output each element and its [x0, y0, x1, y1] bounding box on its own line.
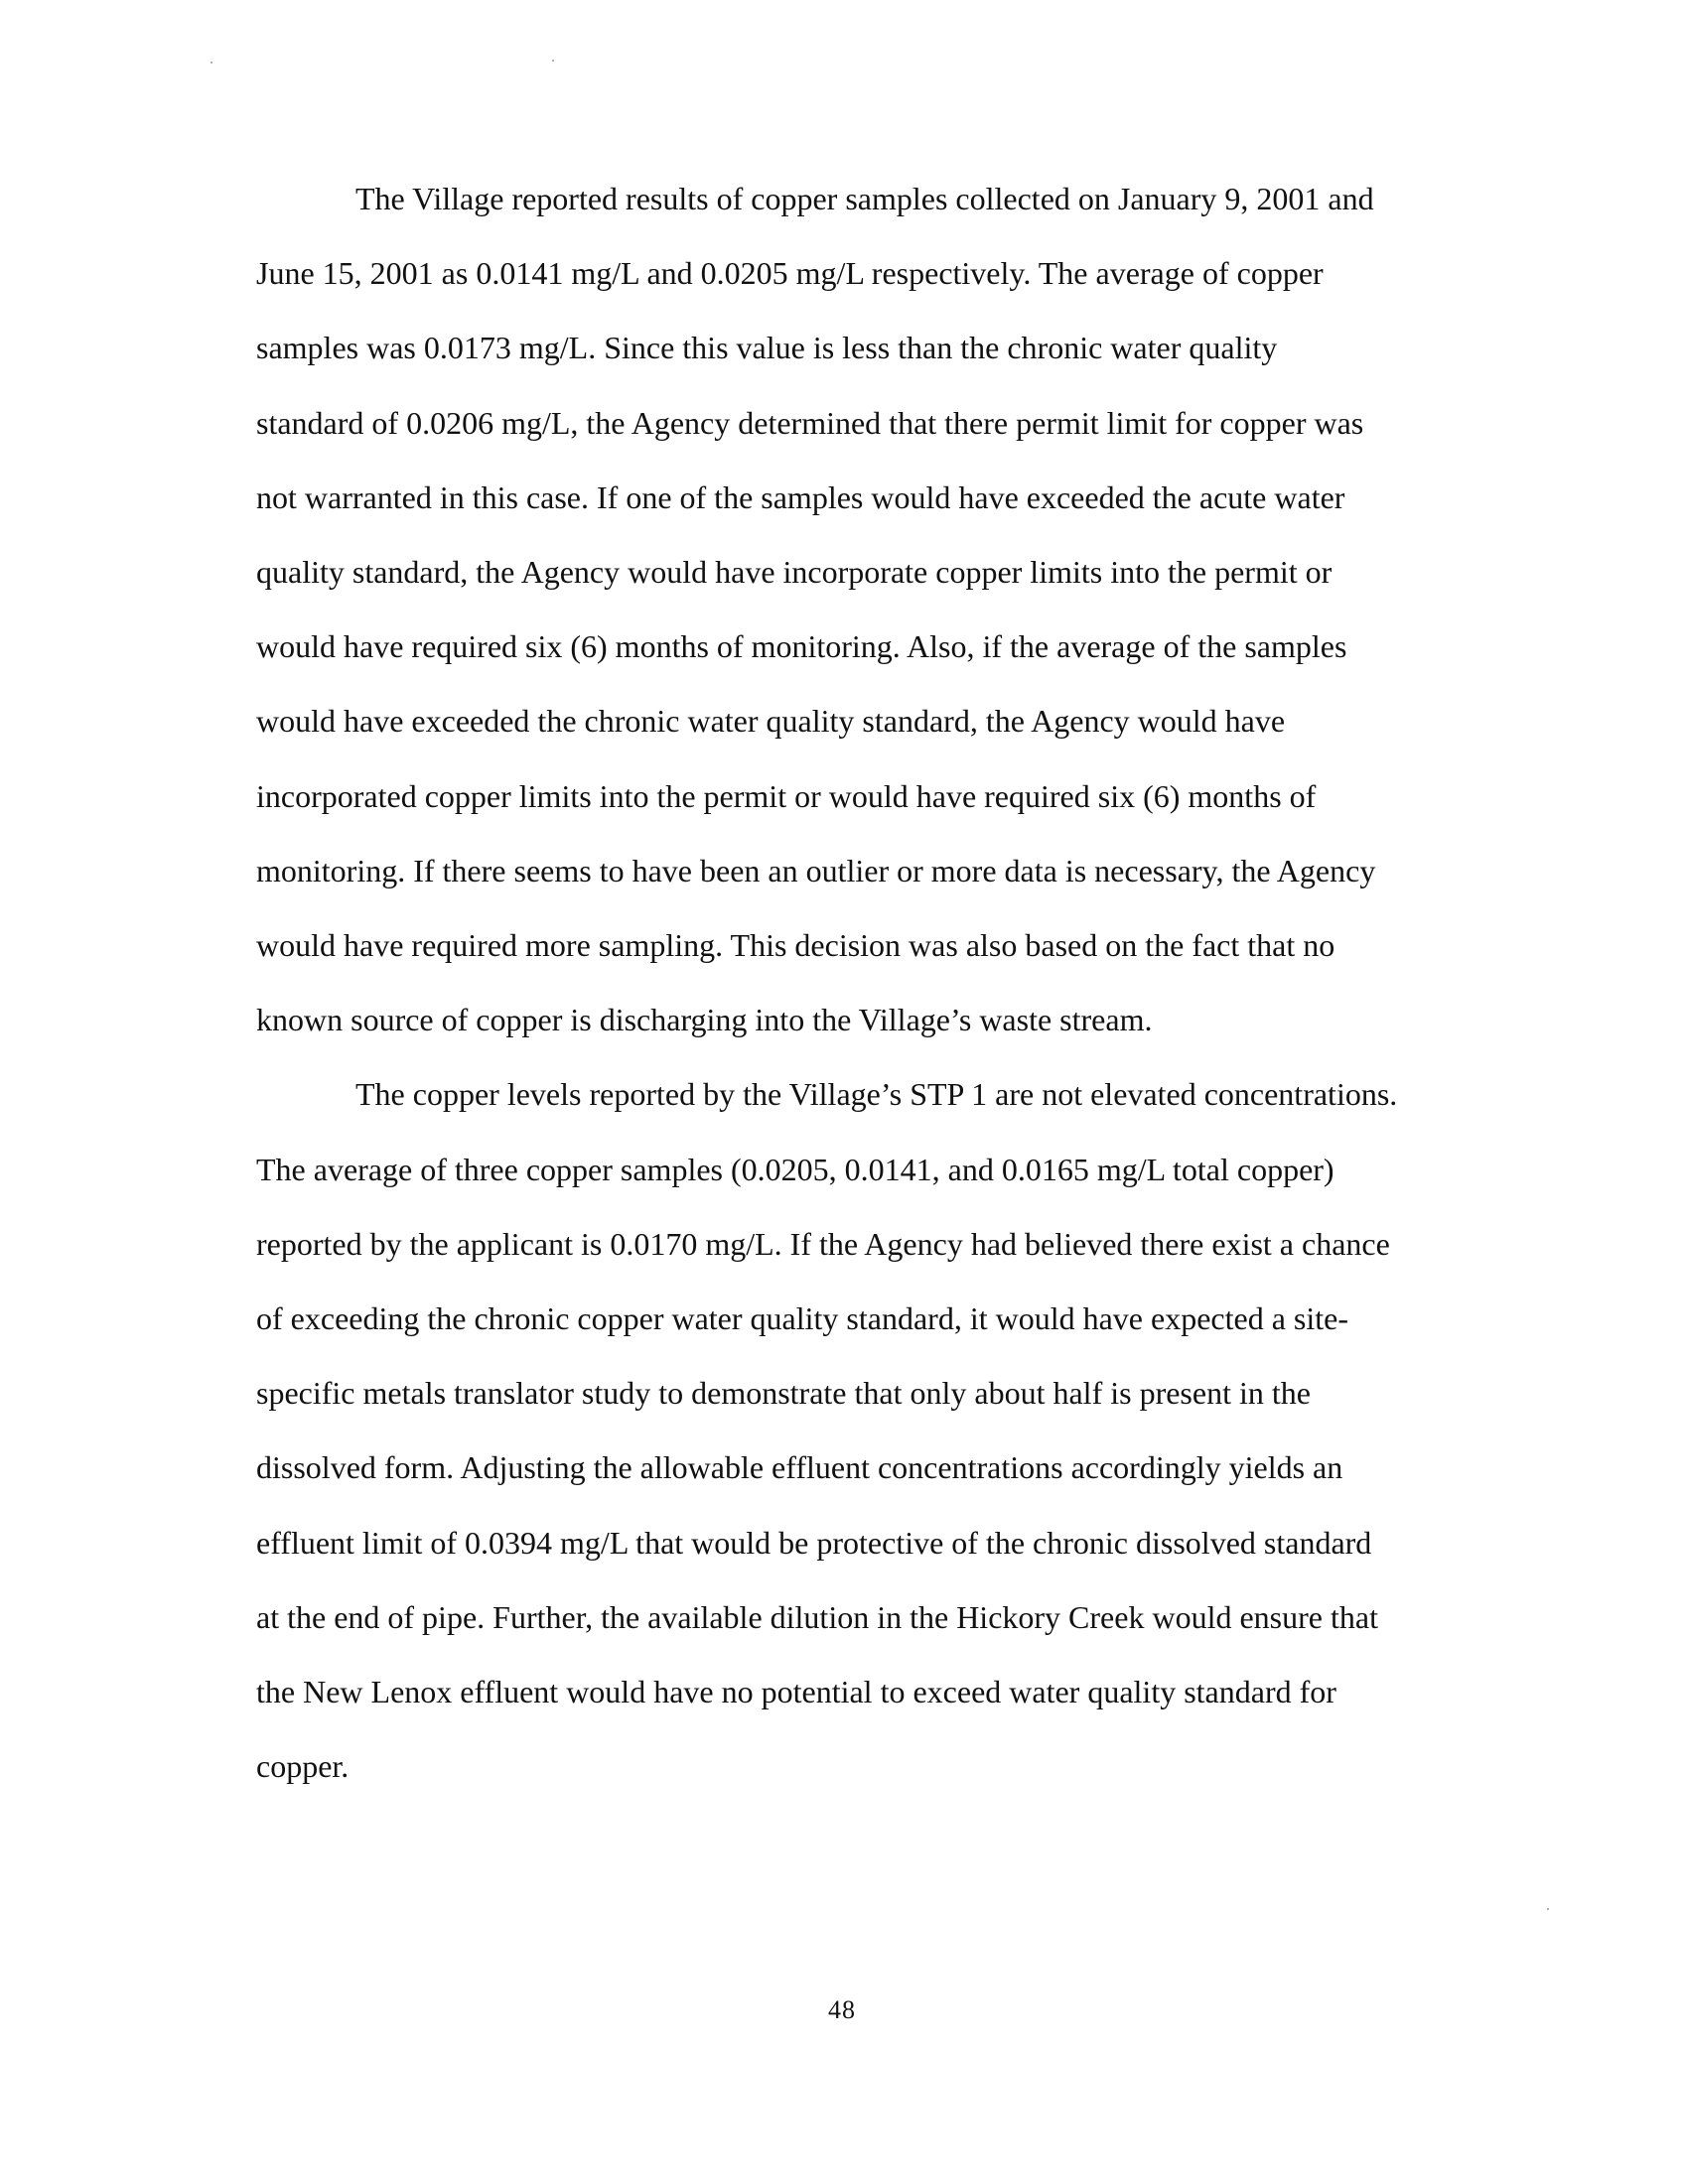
paragraph-1 [256, 162, 1448, 1057]
text-line: The average of three copper samples (0.0205, 0.0141, and 0.0165 mg/L total copper) [256, 1151, 1334, 1187]
page-number: 48 [828, 1995, 856, 2024]
text-line: the New Lenox effluent would have no potential to exceed water quality standard for [256, 1674, 1336, 1710]
scan-speck [210, 62, 212, 64]
text-line: would have required six (6) months of monitoring. Also, if the average of the samples [256, 628, 1347, 665]
body-text [256, 162, 1448, 1804]
text-line: quality standard, the Agency would have incorporate copper limits into the permit or [256, 554, 1333, 591]
text-line: The copper levels reported by the Village’s STP 1 are not elevated concentrations. [355, 1076, 1398, 1113]
text-line: specific metals translator study to demonstrate that only about half is present in the [256, 1375, 1311, 1412]
text-line: known source of copper is discharging into the Village’s waste stream. [256, 1002, 1153, 1038]
text-line: at the end of pipe. Further, the available dilution in the Hickory Creek would ensure that [256, 1598, 1378, 1635]
text-line: dissolved form. Adjusting the allowable effluent concentrations accordingly yields an [256, 1449, 1343, 1486]
text-line: samples was 0.0173 mg/L. Since this value is less than the chronic water quality [256, 330, 1278, 366]
paragraph-2 [256, 1057, 1448, 1804]
text-line: would have exceeded the chronic water quality standard, the Agency would have [256, 703, 1286, 740]
text-line: standard of 0.0206 mg/L, the Agency determined that there permit limit for copper was [256, 404, 1364, 441]
text-line: copper. [256, 1748, 350, 1785]
text-line: The Village reported results of copper samples collected on January 9, 2001 and [355, 181, 1374, 216]
text-line: of exceeding the chronic copper water quality standard, it would have expected a site- [256, 1300, 1348, 1337]
text-line: effluent limit of 0.0394 mg/L that would be protective of the chronic dissolved standard [256, 1524, 1372, 1561]
scan-speck [552, 60, 554, 62]
text-line: reported by the applicant is 0.0170 mg/L. If the Agency had believed there exist a chance [256, 1225, 1390, 1262]
text-line: not warranted in this case. If one of the samples would have exceeded the acute water [256, 478, 1345, 515]
text-line: would have required more sampling. This decision was also based on the fact that no [256, 927, 1335, 964]
text-line: monitoring. If there seems to have been an outlier or more data is necessary, the Agency [256, 852, 1376, 888]
text-line: June 15, 2001 as 0.0141 mg/L and 0.0205 mg/L respectively. The average of copper [256, 255, 1324, 292]
text-line: incorporated copper limits into the permit or would have required six (6) months of [256, 777, 1317, 814]
scan-speck [1547, 1908, 1549, 1910]
